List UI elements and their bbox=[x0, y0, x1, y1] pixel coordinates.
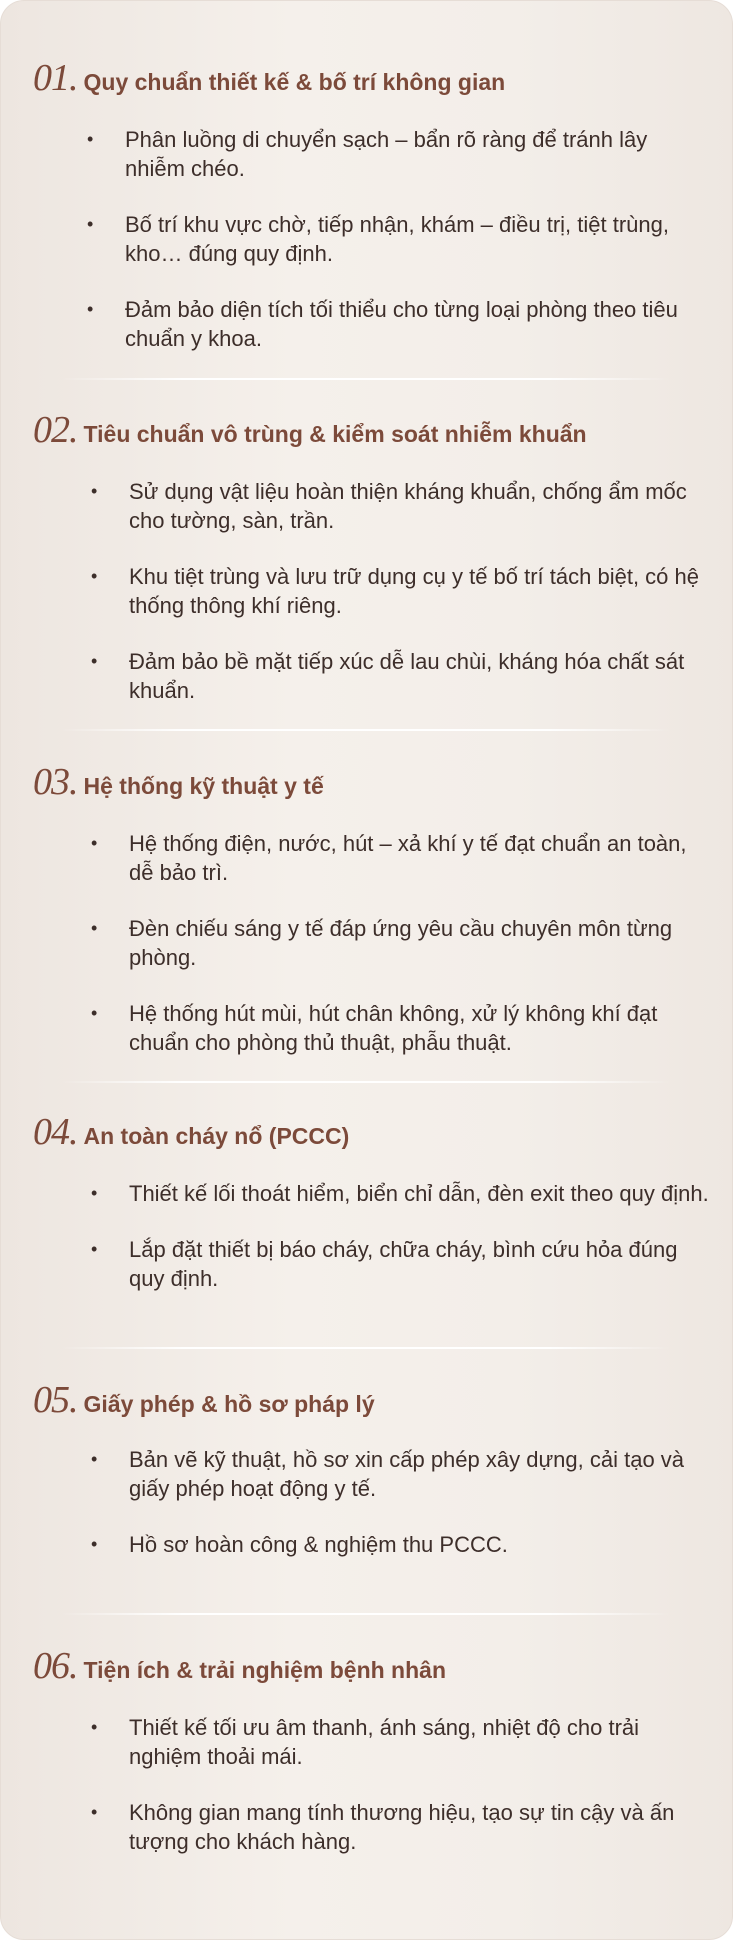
bullet-list bbox=[91, 1713, 711, 1883]
section-heading bbox=[33, 763, 324, 801]
list-item-text: Khu tiệt trùng và lưu trữ dụng cụ y tế bố trí tách biệt, có hệ thống thông khí riêng. bbox=[129, 564, 699, 618]
bullet-icon: • bbox=[91, 1183, 98, 1203]
list-item bbox=[91, 999, 711, 1057]
list-item-text: Phân luồng di chuyển sạch – bẩn rõ ràng để tránh lây nhiễm chéo. bbox=[125, 127, 648, 181]
bullet-icon: • bbox=[87, 214, 94, 234]
bullet-icon: • bbox=[91, 833, 98, 853]
list-item-text: Đảm bảo bề mặt tiếp xúc dễ lau chùi, kháng hóa chất sát khuẩn. bbox=[129, 649, 685, 703]
bullet-list bbox=[91, 829, 711, 1084]
section-heading bbox=[33, 1381, 375, 1419]
list-item-text: Đảm bảo diện tích tối thiểu cho từng loại phòng theo tiêu chuẩn y khoa. bbox=[125, 297, 678, 351]
list-item bbox=[91, 1179, 711, 1208]
bullet-icon: • bbox=[91, 1717, 98, 1737]
bullet-icon: • bbox=[91, 918, 98, 938]
bullet-icon: • bbox=[91, 1534, 98, 1554]
section-number: 02. bbox=[33, 409, 78, 451]
section-number: 04. bbox=[33, 1111, 78, 1153]
list-item-text: Lắp đặt thiết bị báo cháy, chữa cháy, bình cứu hỏa đúng quy định. bbox=[129, 1237, 678, 1291]
section-number: 03. bbox=[33, 761, 78, 803]
list-item-text: Hệ thống điện, nước, hút – xả khí y tế đạt chuẩn an toàn, dễ bảo trì. bbox=[129, 831, 687, 885]
bullet-icon: • bbox=[91, 1003, 98, 1023]
list-item bbox=[87, 295, 707, 353]
bullet-icon: • bbox=[91, 1449, 98, 1469]
section-divider bbox=[61, 1081, 671, 1083]
list-item-text: Bản vẽ kỹ thuật, hồ sơ xin cấp phép xây dựng, cải tạo và giấy phép hoạt động y tế. bbox=[129, 1447, 685, 1501]
list-item bbox=[91, 562, 711, 620]
bullet-list bbox=[87, 125, 707, 380]
list-item-text: Không gian mang tính thương hiệu, tạo sự tin cậy và ấn tượng cho khách hàng. bbox=[129, 1800, 675, 1854]
list-item bbox=[91, 477, 711, 535]
list-item-text: Thiết kế tối ưu âm thanh, ánh sáng, nhiệt độ cho trải nghiệm thoải mái. bbox=[129, 1715, 640, 1769]
list-item bbox=[91, 1713, 711, 1771]
list-item bbox=[91, 647, 711, 705]
bullet-list bbox=[91, 477, 711, 732]
list-item bbox=[87, 125, 707, 183]
section-divider bbox=[61, 729, 671, 731]
section-number: 06. bbox=[33, 1645, 78, 1687]
bullet-icon: • bbox=[87, 299, 94, 319]
bullet-icon: • bbox=[91, 1239, 98, 1259]
section-title: Tiện ích & trải nghiệm bệnh nhân bbox=[83, 1657, 446, 1683]
section-title: An toàn cháy nổ (PCCC) bbox=[83, 1123, 350, 1149]
bullet-icon: • bbox=[91, 566, 98, 586]
list-item-text: Sử dụng vật liệu hoàn thiện kháng khuẩn, chống ẩm mốc cho tường, sàn, trần. bbox=[129, 479, 687, 533]
section-heading bbox=[33, 1113, 349, 1151]
section-heading bbox=[33, 59, 505, 97]
list-item bbox=[87, 210, 707, 268]
section-title: Tiêu chuẩn vô trùng & kiểm soát nhiễm khuẩn bbox=[83, 421, 587, 447]
bullet-list bbox=[91, 1179, 711, 1320]
list-item-text: Bố trí khu vực chờ, tiếp nhận, khám – điều trị, tiệt trùng, kho… đúng quy định. bbox=[125, 212, 669, 266]
bullet-list bbox=[91, 1445, 711, 1586]
bullet-icon: • bbox=[91, 651, 98, 671]
bullet-icon: • bbox=[91, 481, 98, 501]
list-item bbox=[91, 1235, 711, 1293]
section-divider bbox=[61, 1347, 671, 1349]
list-item bbox=[91, 1798, 711, 1856]
bullet-icon: • bbox=[87, 129, 94, 149]
bullet-icon: • bbox=[91, 1802, 98, 1822]
section-title: Quy chuẩn thiết kế & bố trí không gian bbox=[83, 69, 506, 95]
list-item bbox=[91, 829, 711, 887]
section-number: 05. bbox=[33, 1379, 78, 1421]
list-item bbox=[91, 1530, 711, 1559]
section-title: Hệ thống kỹ thuật y tế bbox=[83, 773, 324, 799]
section-divider bbox=[61, 1613, 671, 1615]
section-number: 01. bbox=[33, 57, 78, 99]
list-item-text: Hệ thống hút mùi, hút chân không, xử lý không khí đạt chuẩn cho phòng thủ thuật, phẫu thuật. bbox=[129, 1001, 658, 1055]
section-divider bbox=[61, 378, 671, 380]
list-item-text: Thiết kế lối thoát hiểm, biển chỉ dẫn, đèn exit theo quy định. bbox=[129, 1181, 709, 1206]
section-heading bbox=[33, 1647, 446, 1685]
list-item-text: Đèn chiếu sáng y tế đáp ứng yêu cầu chuyên môn từng phòng. bbox=[129, 916, 673, 970]
list-item bbox=[91, 1445, 711, 1503]
section-heading bbox=[33, 411, 587, 449]
list-item-text: Hồ sơ hoàn công & nghiệm thu PCCC. bbox=[129, 1532, 508, 1557]
section-title: Giấy phép & hồ sơ pháp lý bbox=[83, 1391, 375, 1417]
list-item bbox=[91, 914, 711, 972]
